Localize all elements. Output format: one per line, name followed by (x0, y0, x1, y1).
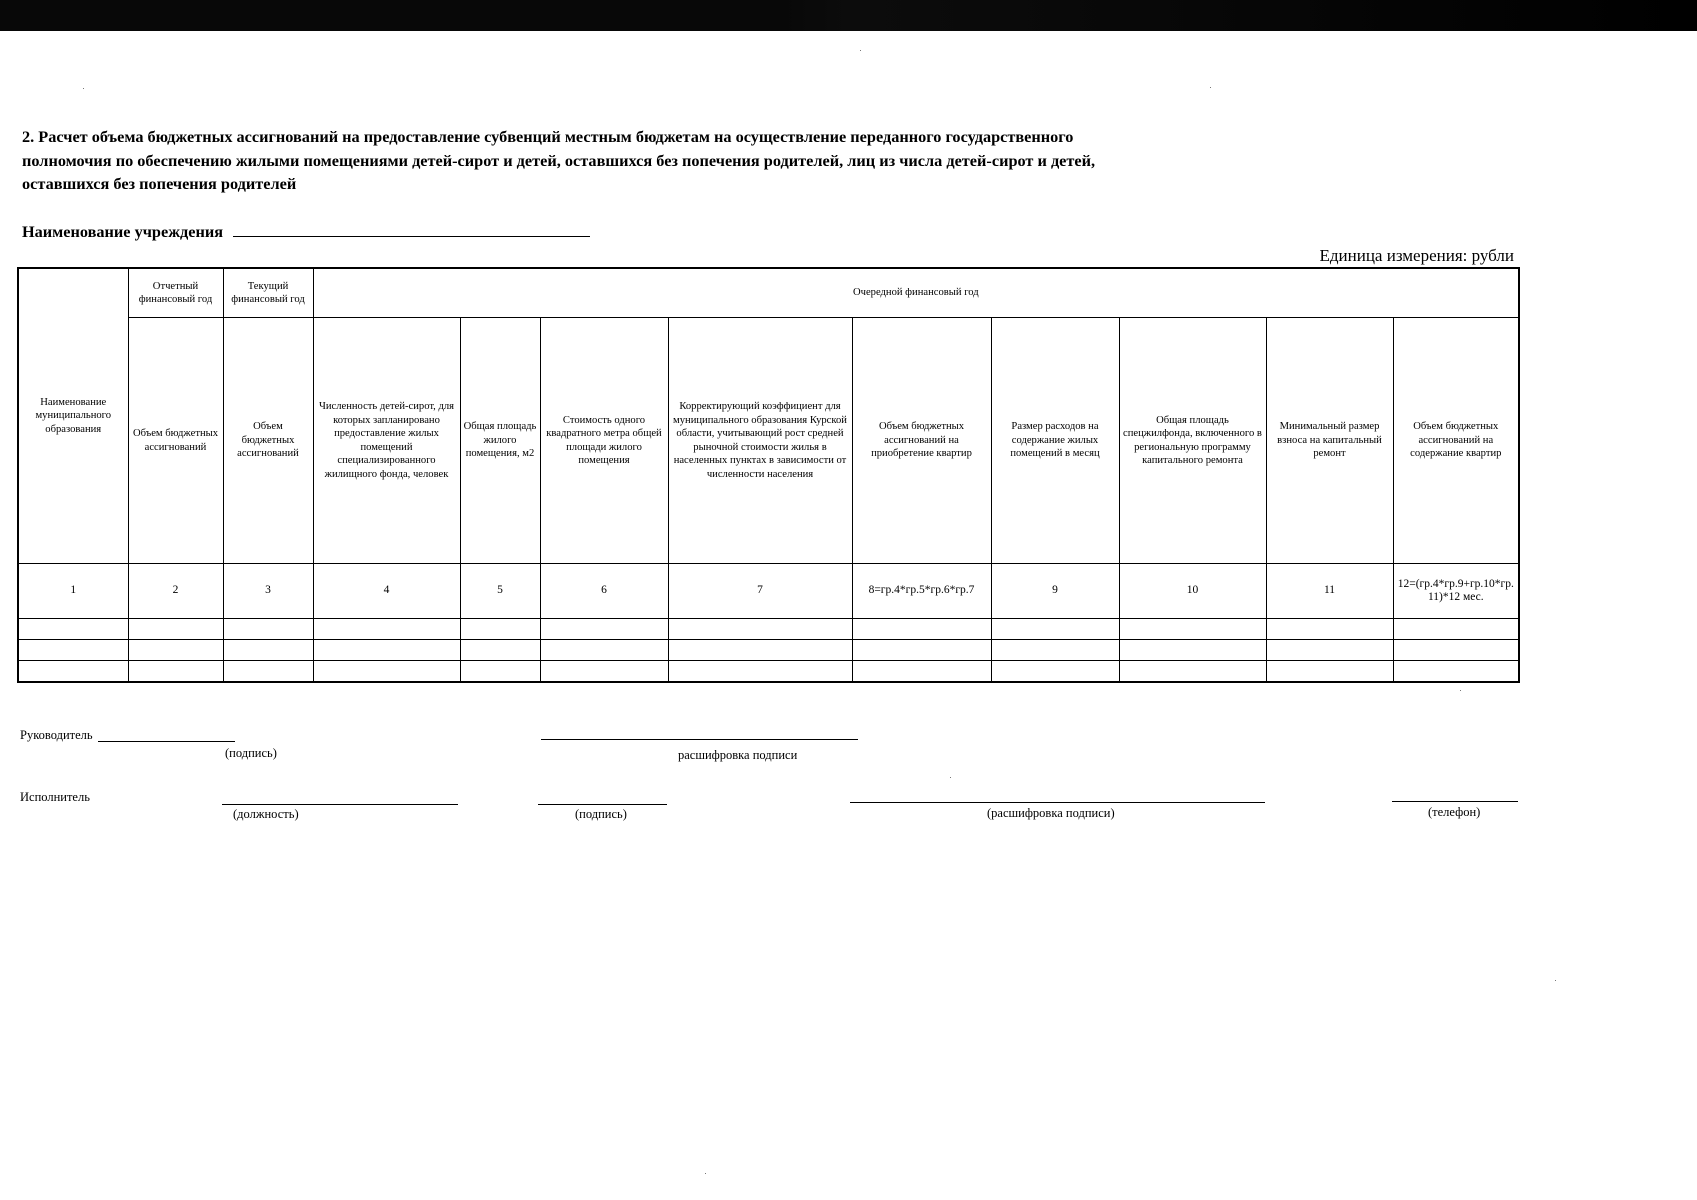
column-number: 11 (1266, 564, 1393, 619)
header-next-year: Очередной финансовый год (313, 268, 1519, 318)
column-header: Объем бюджетных ассигнований на содержание квартир (1393, 318, 1519, 564)
budget-calculation-table (17, 267, 1520, 683)
table-row (18, 640, 1519, 661)
column-header: Общая площадь жилого помещения, м2 (460, 318, 540, 564)
table-cell[interactable] (852, 640, 991, 661)
institution-blank-line (233, 219, 590, 237)
column-header: Объем бюджетных ассигнований на приобретение квартир (852, 318, 991, 564)
institution-label: Наименование учреждения (22, 222, 224, 241)
table-cell[interactable] (128, 640, 223, 661)
header-municipality: Наименование муниципального образования (18, 268, 128, 564)
executor-label: Исполнитель (20, 790, 90, 804)
executor-decode-caption: (расшифровка подписи) (987, 806, 1115, 820)
header-reporting-year: Отчетный финансовый год (128, 268, 223, 318)
executor-decode-line[interactable] (850, 802, 1265, 803)
table-row (18, 661, 1519, 683)
table-cell[interactable] (223, 661, 313, 683)
table-cell[interactable] (460, 619, 540, 640)
table-cell[interactable] (1393, 640, 1519, 661)
unit-of-measure: Единица измерения: рубли (1319, 246, 1514, 265)
table-cell[interactable] (852, 661, 991, 683)
column-number: 9 (991, 564, 1119, 619)
column-header: Объем бюджетных ассигнований (128, 318, 223, 564)
scan-speck (1210, 87, 1211, 88)
table-cell[interactable] (668, 661, 852, 683)
table-cell[interactable] (1266, 661, 1393, 683)
scan-speck (860, 50, 861, 51)
column-header: Корректирующий коэффициент для муниципального образования Курской области, учитывающий рост средней рыночной стоимости жилья в населенных пунктах в зависимости от численности населения (668, 318, 852, 564)
executor-phone-line[interactable] (1392, 801, 1518, 802)
table-cell[interactable] (540, 619, 668, 640)
column-number: 5 (460, 564, 540, 619)
executor-phone-caption: (телефон) (1428, 805, 1481, 819)
table-cell[interactable] (1266, 640, 1393, 661)
table-cell[interactable] (313, 619, 460, 640)
head-decode-caption: расшифровка подписи (678, 748, 798, 762)
table-cell[interactable] (991, 661, 1119, 683)
table-cell[interactable] (668, 619, 852, 640)
column-header: Минимальный размер взноса на капитальный ремонт (1266, 318, 1393, 564)
column-header: Общая площадь спецжилфонда, включенного в региональную программу капитального ремонта (1119, 318, 1266, 564)
column-header: Размер расходов на содержание жилых помещений в месяц (991, 318, 1119, 564)
table-cell[interactable] (1119, 619, 1266, 640)
document-title: 2. Расчет объема бюджетных ассигнований на предоставление субвенций местным бюджетам на осуществление переданного государственного полномочия по обеспечению жилыми помещениями детей-сирот и детей, оставшихся без попечения родителей, лиц из числа детей-сирот и детей, оставшихся без попечения родителей (22, 127, 1096, 193)
header-current-year: Текущий финансовый год (223, 268, 313, 318)
column-header: Стоимость одного квадратного метра общей площади жилого помещения (540, 318, 668, 564)
scan-speck (705, 1173, 706, 1174)
institution-field (22, 219, 590, 242)
table-cell[interactable] (1393, 619, 1519, 640)
column-number: 4 (313, 564, 460, 619)
executor-signature-caption: (подпись) (575, 807, 627, 821)
table-cell[interactable] (991, 619, 1119, 640)
table-cell[interactable] (668, 640, 852, 661)
table-cell[interactable] (313, 661, 460, 683)
column-number: 12=(гр.4*гр.9+гр.10*гр. 11)*12 мес. (1393, 564, 1519, 619)
table-cell[interactable] (18, 640, 128, 661)
scan-speck (1460, 690, 1461, 691)
column-number: 7 (668, 564, 852, 619)
scan-speck (83, 88, 84, 89)
scan-speck (950, 777, 951, 778)
column-number: 10 (1119, 564, 1266, 619)
column-header: Численность детей-сирот, для которых запланировано предоставление жилых помещений специализированного жилищного фонда, человек (313, 318, 460, 564)
table-cell[interactable] (1119, 640, 1266, 661)
scan-speck (1555, 980, 1556, 981)
table-cell[interactable] (1119, 661, 1266, 683)
executor-position-caption: (должность) (233, 807, 299, 821)
table-cell[interactable] (460, 661, 540, 683)
table-cell[interactable] (128, 661, 223, 683)
table-cell[interactable] (18, 661, 128, 683)
column-number: 8=гр.4*гр.5*гр.6*гр.7 (852, 564, 991, 619)
table-cell[interactable] (223, 619, 313, 640)
table-cell[interactable] (18, 619, 128, 640)
table-cell[interactable] (1266, 619, 1393, 640)
column-number: 1 (18, 564, 128, 619)
table-cell[interactable] (991, 640, 1119, 661)
scan-top-edge (0, 0, 1697, 31)
table-cell[interactable] (852, 619, 991, 640)
table-cell[interactable] (313, 640, 460, 661)
table-cell[interactable] (540, 640, 668, 661)
column-header: Объем бюджетных ассигнований (223, 318, 313, 564)
head-label: Руководитель (20, 728, 93, 742)
head-decode-line[interactable] (541, 739, 858, 740)
table-cell[interactable] (460, 640, 540, 661)
table-cell[interactable] (540, 661, 668, 683)
table-cell[interactable] (1393, 661, 1519, 683)
column-number: 6 (540, 564, 668, 619)
table-row (18, 619, 1519, 640)
table-cell[interactable] (223, 640, 313, 661)
head-signature-line[interactable] (98, 741, 235, 742)
table-cell[interactable] (128, 619, 223, 640)
executor-position-line[interactable] (222, 804, 458, 805)
executor-signature-line[interactable] (538, 804, 667, 805)
column-number: 3 (223, 564, 313, 619)
head-signature-caption: (подпись) (225, 746, 277, 760)
column-number: 2 (128, 564, 223, 619)
